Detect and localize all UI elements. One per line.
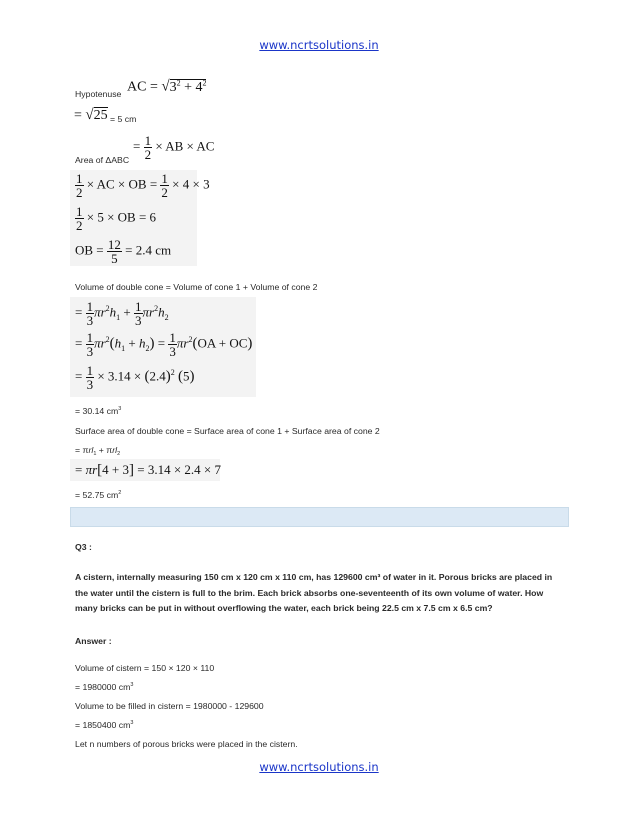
answer-line-3: Volume to be filled in cistern = 1980000 - 129600 xyxy=(75,701,264,711)
surface-title: Surface area of double cone = Surface area of cone 1 + Surface area of cone 2 xyxy=(75,426,380,436)
area-formula: = $\frac{1}{2}$ × AB × AC xyxy=(133,133,215,162)
ob-equation-2: $\frac{1}{2}$ × 5 × OB = 6 xyxy=(76,204,157,233)
volume-equation-3: = $\frac{1}{3}$ × $3.14 \times (2.4)^2$ (5) xyxy=(75,363,195,392)
volume-equation-1: = $\frac{1}{3}$ $\pi r^2h_1$ + $\frac{1}{3}$ $\pi r^2h_2$ xyxy=(75,299,169,328)
volume-result: = 30.14 $cm^3$ xyxy=(75,406,122,416)
separator-band xyxy=(70,507,569,527)
ac-formula: AC = $√3^2 + 4^2$ xyxy=(127,78,207,95)
ob-equation-1: $\frac{1}{2}$ × AC × OB = $\frac{1}{2}$ × 4 × 3 xyxy=(76,171,210,200)
q3-question: A cistern, internally measuring 150 cm x 120 cm x 110 cm, has 129600 cm³ of water in it. Porous bricks are placed in the water until the cistern is full to the brim. Each brick absorbs one-seventeenth of its own volume of water. How many bricks can be put in without overflowing the water, each brick being 22.5 cm x 7.5 cm x 6.5 cm? xyxy=(75,572,553,613)
footer-link[interactable]: www.ncrtsolutions.in xyxy=(259,760,379,774)
answer-line-1: Volume of cistern = 150 × 120 × 110 xyxy=(75,663,215,673)
volume-title: Volume of double cone = Volume of cone 1 + Volume of cone 2 xyxy=(75,282,318,292)
answer-line-4: = 1850400 $cm^3$ xyxy=(75,720,134,730)
q3-label: Q3 : xyxy=(75,542,92,552)
answer-line-2: = 1980000 $cm^3$ xyxy=(75,682,134,692)
answer-line-5: Let n numbers of porous bricks were placed in the cistern. xyxy=(75,739,298,749)
ob-equation-3: OB = $\frac{12}{5}$ = 2.4 cm xyxy=(75,237,172,266)
header-link[interactable]: www.ncrtsolutions.in xyxy=(259,38,379,52)
surface-equation-1: = πrl$_1$ + πrl$_2$ xyxy=(75,445,121,457)
hypotenuse-label: Hypotenuse xyxy=(75,89,122,99)
surface-result: = 52.75 $cm^2$ xyxy=(75,490,122,500)
sqrt-25: = √25 xyxy=(74,107,108,123)
volume-equation-2: = $\frac{1}{3}$ $\pi r^2(h_1 + h_2)$ = $\frac{1}{3}$ $\pi r^2(OA + OC)$ xyxy=(75,330,253,359)
surface-equation-2: = πr[4 + 3] = 3.14 × 2.4 × 7 xyxy=(75,462,222,478)
answer-label: Answer : xyxy=(75,636,112,646)
area-label: Area of ΔABC xyxy=(75,155,130,165)
sqrt-25-result: = 5 cm xyxy=(110,114,137,124)
